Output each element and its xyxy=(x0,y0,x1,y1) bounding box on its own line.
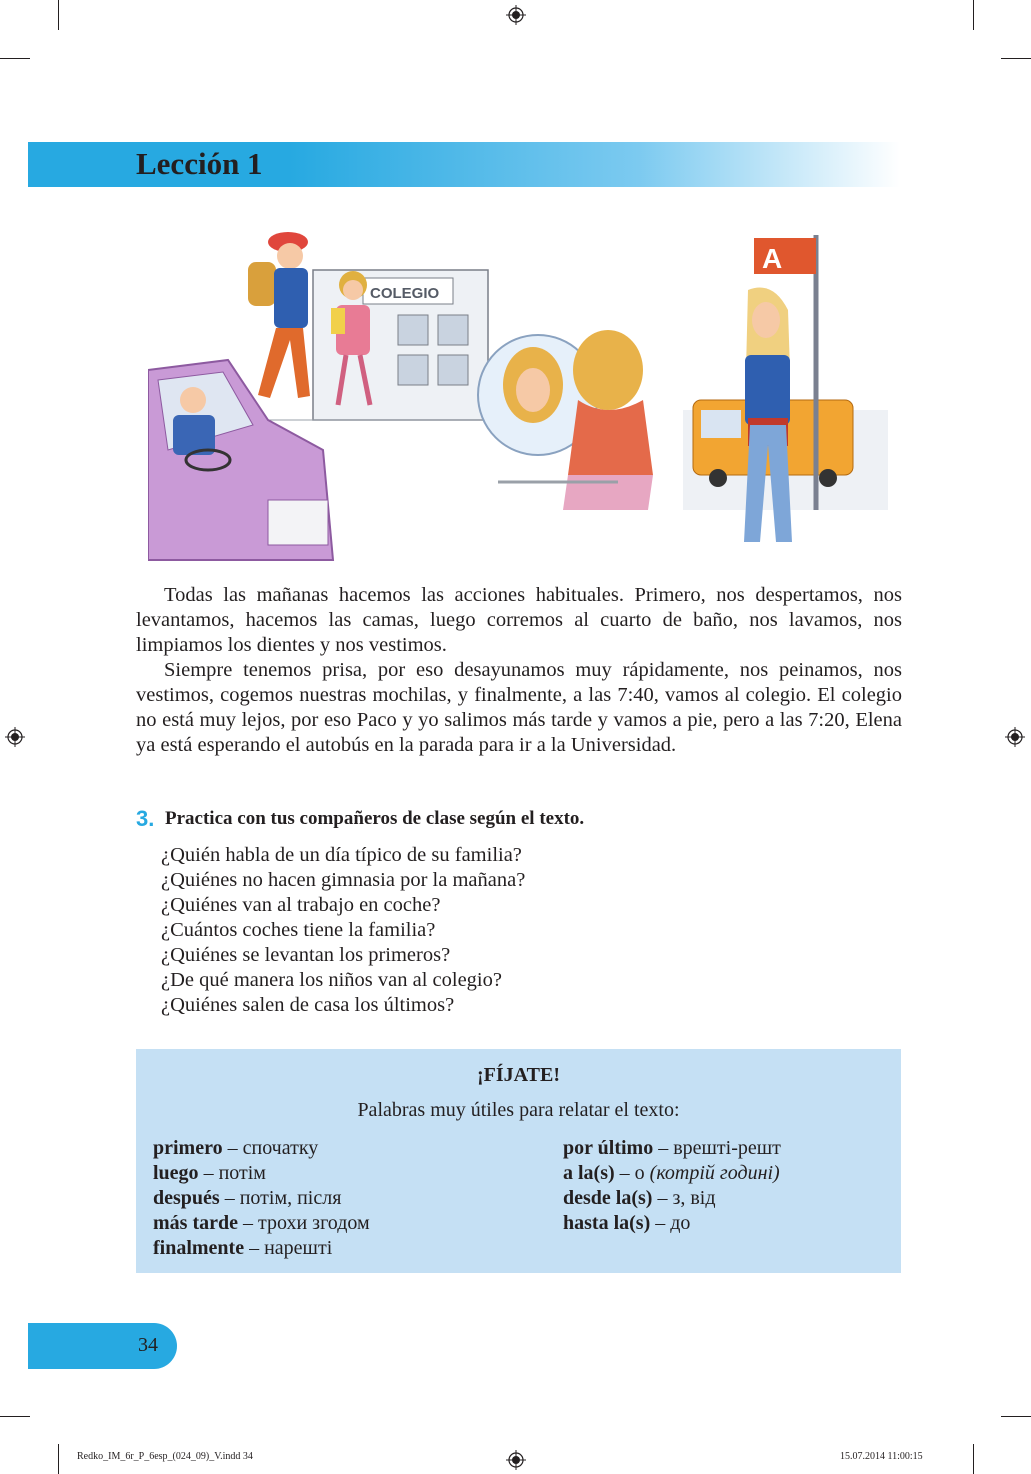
vocab-separator: – xyxy=(222,1137,243,1159)
crop-mark xyxy=(1001,58,1031,59)
vocab-translation: з, від xyxy=(672,1187,716,1209)
vocab-separator: – xyxy=(652,1187,673,1209)
note-subtitle: Palabras muy útiles para relatar el texto: xyxy=(357,1099,680,1121)
vocab-item xyxy=(563,1136,781,1161)
exercise-title: Practica con tus compañeros de clase según el texto. xyxy=(165,808,585,829)
boy-with-backpack xyxy=(248,232,310,398)
vocab-translation: нарешті xyxy=(264,1237,333,1259)
crop-mark xyxy=(1001,1416,1031,1417)
note-heading: ¡FÍJATE! xyxy=(477,1064,560,1086)
vocab-item xyxy=(563,1211,781,1236)
vocab-term: más tarde xyxy=(153,1212,238,1234)
vocab-item xyxy=(563,1161,781,1186)
lesson-title: Lección 1 xyxy=(136,146,263,181)
question-item: ¿Quiénes se levantan los primeros? xyxy=(161,944,451,966)
vocab-term: a la(s) xyxy=(563,1162,615,1184)
vocab-separator: – xyxy=(219,1187,240,1209)
registration-mark-icon xyxy=(506,1450,526,1470)
question-item: ¿Quién habla de un día típico de su familia? xyxy=(161,844,522,866)
vocab-list-left xyxy=(153,1136,370,1261)
registration-mark-icon xyxy=(1005,727,1025,747)
crop-mark xyxy=(58,0,59,30)
vocab-translation: врешті-решт xyxy=(673,1137,781,1159)
vocab-term: finalmente xyxy=(153,1237,245,1259)
vocab-list-right xyxy=(563,1136,781,1236)
vocab-item xyxy=(153,1236,370,1261)
question-item: ¿Quiénes no hacen gimnasia por la mañana? xyxy=(161,869,526,891)
vocab-translation: трохи згодом xyxy=(257,1212,370,1234)
crop-mark xyxy=(0,58,30,59)
footer-file-info: Redko_IM_6r_P_6esp_(024_09)_V.indd 34 xyxy=(77,1451,253,1462)
morning-routine-illustration xyxy=(148,220,888,565)
bus-stop-sign-text: A xyxy=(762,243,783,274)
registration-mark-icon xyxy=(5,727,25,747)
vocab-separator: – xyxy=(198,1162,219,1184)
vocab-term: luego xyxy=(153,1162,199,1184)
vocab-term: hasta la(s) xyxy=(563,1212,651,1234)
exercise-number: 3. xyxy=(136,806,155,831)
page-number: 34 xyxy=(138,1334,158,1356)
crop-mark xyxy=(973,1444,974,1474)
vocab-term: primero xyxy=(153,1137,223,1159)
vocab-term: desde la(s) xyxy=(563,1187,653,1209)
vocab-translation-note: (котрій годині) xyxy=(649,1162,780,1184)
vocab-translation: о xyxy=(634,1162,650,1184)
vocab-term: por último xyxy=(563,1137,654,1159)
vocab-separator: – xyxy=(650,1212,671,1234)
vocab-item xyxy=(563,1186,781,1211)
vocab-translation: спочатку xyxy=(242,1137,319,1159)
question-item: ¿De qué manera los niños van al colegio? xyxy=(161,969,502,991)
school-sign-text: COLEGIO xyxy=(370,285,440,302)
vocab-separator: – xyxy=(653,1137,674,1159)
vocab-separator: – xyxy=(614,1162,635,1184)
question-item: ¿Cuántos coches tiene la familia? xyxy=(161,919,436,941)
vocab-separator: – xyxy=(237,1212,258,1234)
vocab-term: después xyxy=(153,1187,220,1209)
crop-mark xyxy=(973,0,974,30)
vocab-translation: до xyxy=(670,1212,691,1234)
vocab-item xyxy=(153,1211,370,1236)
question-item: ¿Quiénes salen de casa los últimos? xyxy=(161,994,455,1016)
crop-mark xyxy=(58,1444,59,1474)
reading-paragraph: Siempre tenemos prisa, por eso desayunamos muy rápidamente, nos peinamos, nos vestimos, cogemos nuestras mochilas, y finalmente, a las 7:40, vamos al colegio. El colegio no está muy lejos, por eso Paco y yo salimos más tarde y vamos a pie, pero a las 7:20, Elena ya está esperando el autobús en la parada para ir a la Universidad. xyxy=(136,659,902,756)
woman-at-mirror xyxy=(478,330,653,510)
footer-timestamp: 15.07.2014 11:00:15 xyxy=(840,1451,923,1462)
vocab-item xyxy=(153,1186,370,1211)
question-list xyxy=(161,843,525,1018)
crop-mark xyxy=(0,1416,30,1417)
reading-paragraph: Todas las mañanas hacemos las acciones habituales. Primero, nos despertamos, nos levantamos, hacemos las camas, luego corremos al cuarto de baño, nos lavamos, nos limpiamos los dientes y nos vestimos. xyxy=(136,584,902,656)
vocab-translation: потім, після xyxy=(239,1187,342,1209)
vocab-translation: потім xyxy=(218,1162,266,1184)
vocab-separator: – xyxy=(244,1237,265,1259)
vocab-item xyxy=(153,1136,370,1161)
question-item: ¿Quiénes van al trabajo en coche? xyxy=(161,894,441,916)
vocab-item xyxy=(153,1161,370,1186)
registration-mark-icon xyxy=(506,5,526,25)
